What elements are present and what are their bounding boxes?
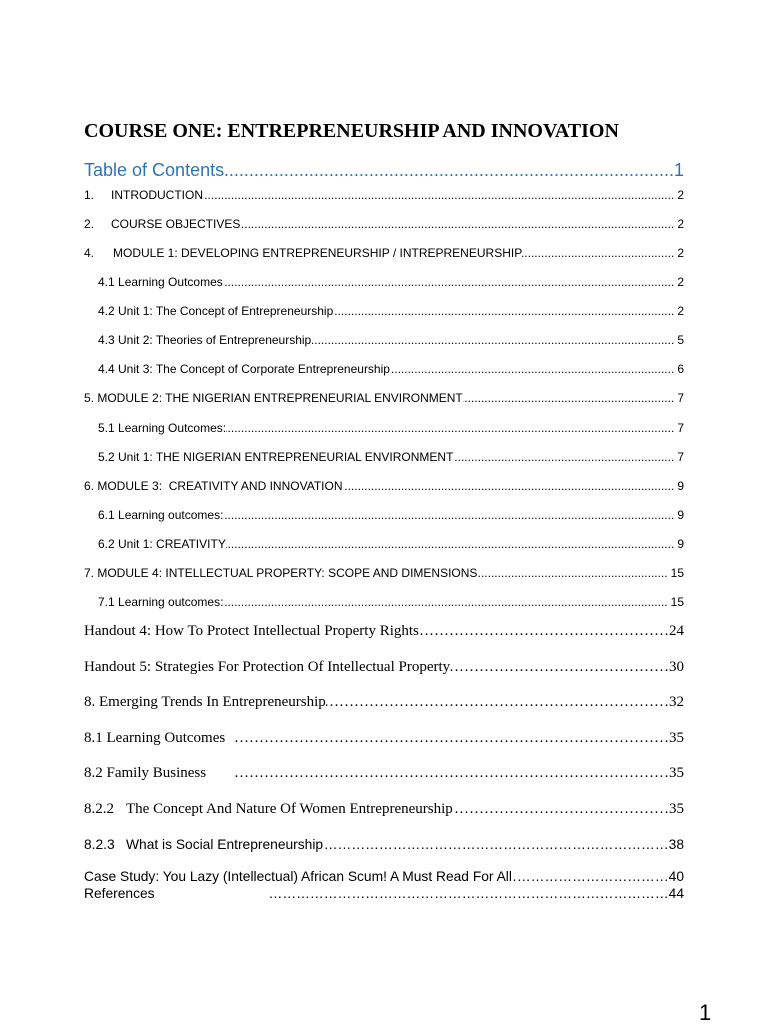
toc-entry-references [84, 885, 684, 902]
toc-entry-title: References [84, 886, 155, 901]
toc-entry-title: COURSE OBJECTIVES [111, 217, 241, 231]
toc-entry-title: 7.1 Learning outcomes: [98, 595, 224, 609]
toc-entry-page: 2 [677, 275, 684, 289]
toc-entry-title: 8.2 Family Business [84, 765, 207, 781]
dot-leader [203, 187, 677, 203]
toc-entry-page: 7 [677, 421, 684, 435]
toc-entry-page: 15 [670, 566, 684, 580]
toc-entry-4-1 [98, 274, 684, 290]
dot-leader [223, 594, 670, 610]
toc-entry-page: 35 [669, 801, 684, 817]
toc-entry-introduction [84, 187, 684, 203]
toc-entry-page: 7 [677, 391, 684, 405]
dot-leader [223, 274, 678, 290]
dot-leader [240, 216, 677, 232]
toc-entry-module-2 [84, 390, 684, 406]
toc-entry-6-1 [98, 507, 684, 523]
toc-entry-title: 5. MODULE 2: THE NIGERIAN ENTREPRENEURIAL ENVIRONMENT [84, 391, 463, 405]
dot-leader [225, 728, 669, 748]
dot-leader [450, 657, 669, 677]
dot-leader [333, 303, 677, 319]
toc-entry-course-objectives [84, 216, 684, 232]
toc-entry-page: 32 [669, 694, 684, 710]
toc-entry-page: 35 [669, 765, 684, 781]
toc-entry-page: 35 [669, 730, 684, 746]
dot-leader [155, 885, 669, 902]
toc-entry-title: 5.1 Learning Outcomes: [98, 421, 227, 435]
toc-entry-8-2 [84, 763, 684, 783]
toc-entry-module-1 [84, 245, 684, 261]
toc-entry-8 [84, 692, 684, 712]
toc-entry-4-2 [98, 303, 684, 319]
toc-entry-6-2 [98, 536, 684, 552]
toc-entry-8-2-2 [84, 799, 684, 819]
toc-entry-5-1 [98, 420, 684, 436]
dot-leader [453, 799, 669, 819]
toc-entry-handout-5 [84, 657, 684, 677]
toc-entry-title: The Concept And Nature Of Women Entrepreneurship [126, 801, 453, 817]
toc-entry-title: Handout 4: How To Protect Intellectual Property Rights [84, 623, 419, 639]
toc-entry-title: MODULE 1: DEVELOPING ENTREPRENEURSHIP / INTREPRENEURSHIP [113, 246, 523, 260]
toc-entry-title: 6. MODULE 3: CREATIVITY AND INNOVATION [84, 479, 343, 493]
dot-leader [223, 507, 677, 523]
toc-entry-title: Handout 5: Strategies For Protection Of Intellectual Property [84, 659, 451, 675]
toc-entry-title: 4.2 Unit 1: The Concept of Entrepreneurship [98, 304, 334, 318]
toc-entry-number: 2. [84, 217, 95, 231]
dot-leader [224, 159, 674, 181]
toc-entry-page: 9 [677, 479, 684, 493]
toc-entry-number: 8.2.3 [84, 837, 115, 852]
dot-leader [311, 332, 677, 348]
toc-entry-number: 4. [84, 246, 95, 260]
toc-entry-page: 6 [677, 362, 684, 376]
toc-entry-title: INTRODUCTION [111, 188, 203, 202]
toc-entry-4-4 [98, 361, 684, 377]
dot-leader [206, 763, 669, 783]
dot-leader [390, 361, 677, 377]
dot-leader [226, 536, 677, 552]
dot-leader [453, 449, 677, 465]
dot-leader [512, 868, 669, 885]
dot-leader [343, 478, 678, 494]
toc-entry-module-4 [84, 565, 684, 581]
toc-entry-title: What is Social Entrepreneurship [126, 837, 324, 852]
course-title: COURSE ONE: ENTREPRENEURSHIP AND INNOVATION [84, 120, 619, 142]
toc-entry-page: 2 [677, 217, 684, 231]
toc-entry-page: 9 [677, 537, 684, 551]
toc-entry-case-study [84, 868, 684, 885]
toc-entry-page: 24 [669, 623, 684, 639]
toc-entry-page: 38 [668, 837, 684, 852]
page-number: 1 [699, 1000, 712, 1024]
toc-entry-page: 5 [677, 333, 684, 347]
toc-entry-page: 9 [677, 508, 684, 522]
toc-entry-handout-4 [84, 621, 684, 641]
dot-leader [323, 836, 669, 853]
toc-entry-4-3 [98, 332, 684, 348]
toc-entry-5-2 [98, 449, 684, 465]
toc-entry-page: 2 [677, 304, 684, 318]
dot-leader [463, 390, 678, 406]
toc-entry-8-1 [84, 728, 684, 748]
dot-leader [419, 621, 669, 641]
toc-entry-title: Case Study: You Lazy (Intellectual) African Scum! A Must Read For All [84, 869, 512, 884]
toc-entry-page: 2 [677, 246, 684, 260]
toc-entry-page: 2 [677, 188, 684, 202]
toc-heading [84, 159, 684, 181]
toc-entry-title: 6.1 Learning outcomes: [98, 508, 224, 522]
toc-entry-page: 40 [668, 869, 684, 884]
toc-entry-title: 8. Emerging Trends In Entrepreneurship [84, 694, 326, 710]
toc-entry-module-3 [84, 478, 684, 494]
toc-entry-title: 4.3 Unit 2: Theories of Entrepreneurship [98, 333, 312, 347]
toc-entry-title: 6.2 Unit 1: CREATIVITY [98, 537, 226, 551]
toc-heading-page: 1 [673, 160, 684, 180]
toc-entry-title: 4.4 Unit 3: The Concept of Corporate Entrepreneurship [98, 362, 390, 376]
toc-entry-page: 7 [677, 450, 684, 464]
dot-leader [477, 565, 670, 581]
toc-entry-title: 5.2 Unit 1: THE NIGERIAN ENTREPRENEURIAL ENVIRONMENT [98, 450, 454, 464]
toc-entry-page: 44 [668, 886, 684, 901]
toc-entry-title: 7. MODULE 4: INTELLECTUAL PROPERTY: SCOPE AND DIMENSIONS [84, 566, 478, 580]
toc-entry-title: 8.1 Learning Outcomes [84, 730, 226, 746]
toc-entry-page: 30 [669, 659, 684, 675]
dot-leader [522, 245, 677, 261]
dot-leader [226, 420, 677, 436]
dot-leader [326, 692, 669, 712]
toc-entry-title: 4.1 Learning Outcomes [98, 275, 223, 289]
toc-entry-page: 15 [670, 595, 684, 609]
toc-entry-7-1 [98, 594, 684, 610]
toc-entry-number: 8.2.2 [84, 801, 114, 817]
toc-heading-label: Table of Contents [84, 160, 225, 180]
toc-entry-number: 1. [84, 188, 95, 202]
toc-entry-8-2-3 [84, 836, 684, 853]
